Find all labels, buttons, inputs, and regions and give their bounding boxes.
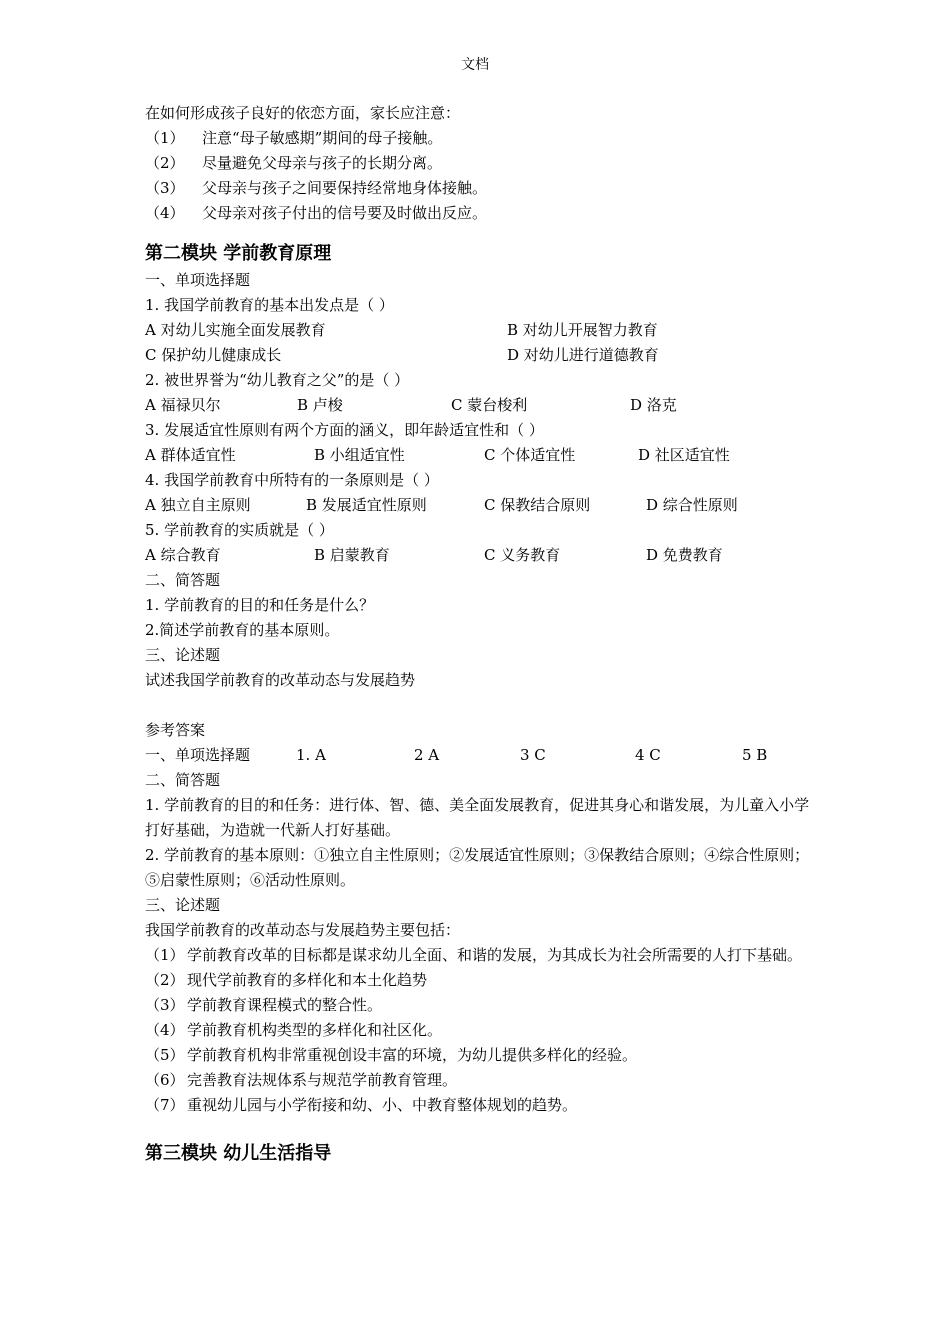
answer-paragraph: 1. 学前教育的目的和任务：进行体、智、德、美全面发展教育，促进其身心和谐发展，为儿童入小学打好基础，为造就一代新人打好基础。 [145,796,810,839]
question: 1. 我国学前教育的基本出发点是（ ） [145,296,394,314]
section-title: 三、论述题 [145,646,221,664]
options-row [145,343,815,368]
option: D 免费教育 [646,546,723,564]
question: 3. 发展适宜性原则有两个方面的涵义，即年龄适宜性和（ ） [145,421,544,439]
short-question: 2.简述学前教育的基本原则。 [145,621,340,639]
page-header: 文档 [461,57,489,73]
answer-paragraph: 2. 学前教育的基本原则：①独立自主性原则；②发展适宜性原则；③保教结合原则；④综合性原则；⑤启蒙性原则；⑥活动性原则。 [145,846,810,889]
option: B 发展适宜性原则 [306,496,427,514]
section-title: 三、论述题 [145,896,221,914]
options-row [145,443,815,468]
short-question: 1. 学前教育的目的和任务是什么？ [145,596,375,614]
list-item: （4） 父母亲对孩子付出的信号要及时做出反应。 [145,204,488,222]
option: A 独立自主原则 [145,496,251,514]
list-item: （6） 完善教育法规体系与规范学前教育管理。 [145,1071,458,1089]
section-title: 二、简答题 [145,571,221,589]
option: D 社区适宜性 [638,446,730,464]
option: A 群体适宜性 [145,446,236,464]
answer: 4 C [635,746,661,764]
options-row [145,543,815,568]
option: C 蒙台梭利 [451,396,528,414]
answers-title: 参考答案 [145,721,206,739]
answer: 1. A [296,746,326,764]
answer-intro: 我国学前教育的改革动态与发展趋势主要包括： [145,921,461,939]
answer: 3 C [520,746,546,764]
answer: 5 B [742,746,768,764]
answer: 2 A [414,746,440,764]
intro-text: 在如何形成孩子良好的依恋方面，家长应注意： [145,104,461,122]
option: A 综合教育 [145,546,221,564]
options-row [145,318,815,343]
section-title: 二、简答题 [145,771,221,789]
question: 5. 学前教育的实质就是（ ） [145,521,334,539]
list-item: （5） 学前教育机构非常重视创设丰富的环境，为幼儿提供多样化的经验。 [145,1046,638,1064]
list-item: （7） 重视幼儿园与小学衔接和幼、小、中教育整体规划的趋势。 [145,1096,578,1114]
module2-heading: 第二模块 学前教育原理 [145,243,332,264]
list-item: （4） 学前教育机构类型的多样化和社区化。 [145,1021,443,1039]
list-item: （1） 注意“母子敏感期”期间的母子接触。 [145,129,443,147]
option: C 保教结合原则 [484,496,591,514]
list-item: （3） 学前教育课程模式的整合性。 [145,996,383,1014]
document-body [145,101,815,1168]
list-item: （2） 现代学前教育的多样化和本土化趋势 [145,971,428,989]
answers-row [145,743,815,768]
list-item: （1） 学前教育改革的目标都是谋求幼儿全面、和谐的发展，为其成长为社会所需要的人打下基础。 [145,946,803,964]
list-item: （3） 父母亲与孩子之间要保持经常地身体接触。 [145,179,488,197]
option: C 个体适宜性 [484,446,576,464]
answers-label: 一、单项选择题 [145,746,251,764]
options-row [145,493,815,518]
option: D 综合性原则 [646,496,738,514]
options-row [145,393,815,418]
option: A 福禄贝尔 [145,396,221,414]
option: C 保护幼儿健康成长 [145,346,282,364]
option: C 义务教育 [484,546,561,564]
option: B 小组适宜性 [314,446,405,464]
essay-question: 试述我国学前教育的改革动态与发展趋势 [145,671,416,689]
option: B 对幼儿开展智力教育 [507,321,658,339]
question: 2. 被世界誉为“幼儿教育之父”的是（ ） [145,371,410,389]
question: 4. 我国学前教育中所特有的一条原则是（ ） [145,471,439,489]
option: B 启蒙教育 [314,546,390,564]
list-item: （2） 尽量避免父母亲与孩子的长期分离。 [145,154,443,172]
option: D 对幼儿进行道德教育 [507,346,659,364]
module3-heading: 第三模块 幼儿生活指导 [145,1143,332,1164]
option: A 对幼儿实施全面发展教育 [145,321,326,339]
option: B 卢梭 [297,396,343,414]
option: D 洛克 [630,396,677,414]
section-title: 一、单项选择题 [145,271,251,289]
